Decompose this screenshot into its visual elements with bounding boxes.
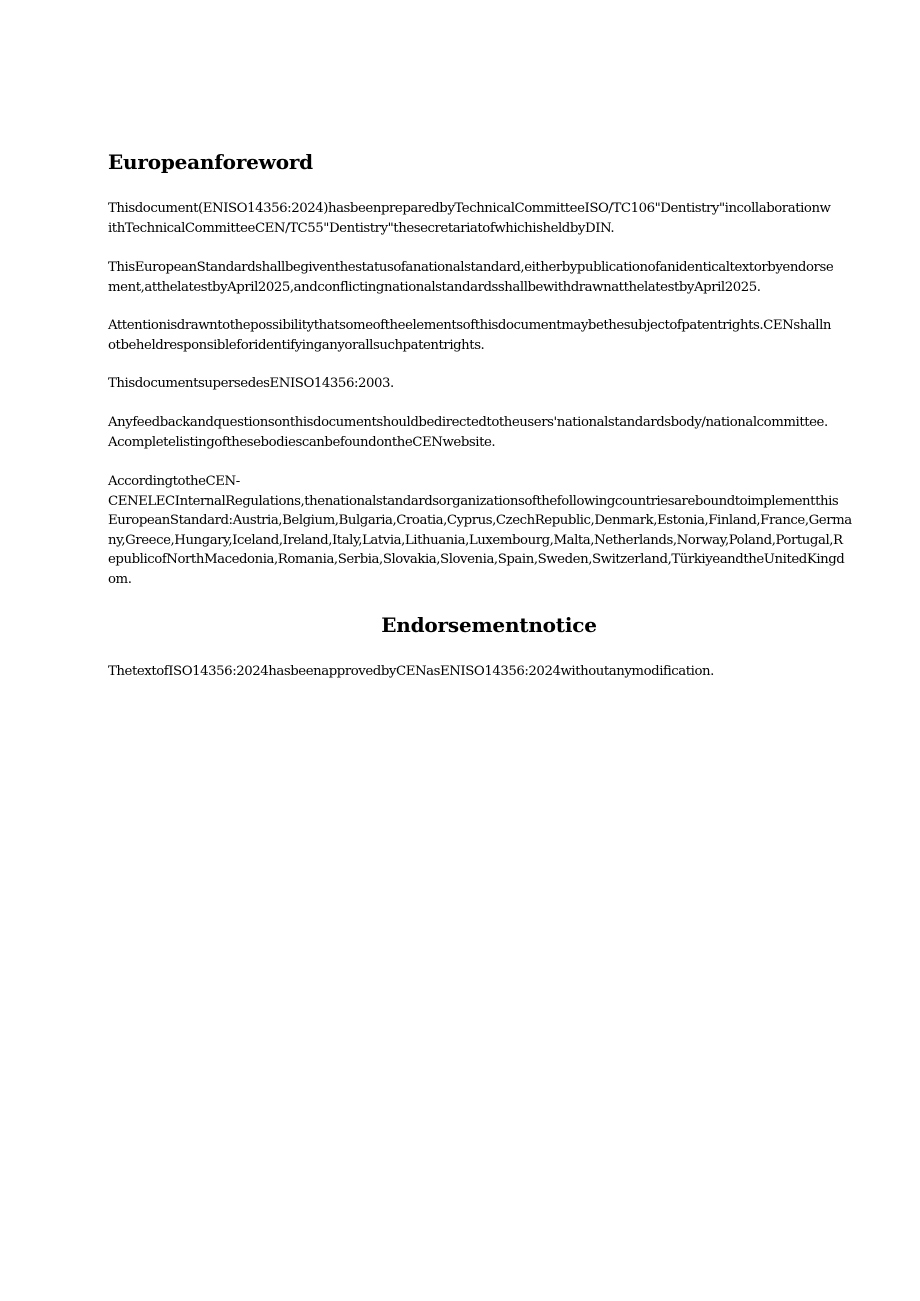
text-line: AcompletelistingofthesebodiescanbefoundontheCENwebsite.: [108, 434, 496, 450]
endorsement-paragraph: [108, 662, 870, 682]
text-line: epublicofNorthMacedonia,Romania,Serbia,Slovakia,Slovenia,Spain,Sweden,Switzerland,TürkiyeandtheUnitedKingd: [108, 552, 845, 568]
text-line: otbeheldresponsibleforidentifyinganyorallsuchpatentrights.: [108, 337, 485, 353]
text-line: ThisdocumentsupersedesENISO14356:2003.: [108, 376, 394, 391]
text-line: CENELECInternalRegulations,thenationalstandardsorganizationsofthefollowingcountriesareboundtoimplementthis: [108, 493, 839, 509]
text-line: om.: [108, 571, 132, 587]
text-line: ThetextofISO14356:2024hasbeenapprovedbyCENasENISO14356:2024withoutanymodification.: [108, 664, 714, 679]
endorsement-notice-heading: Endorsementnotice: [381, 613, 597, 637]
foreword-paragraph-patents: [108, 316, 870, 355]
text-line: EuropeanStandard:Austria,Belgium,Bulgaria,Croatia,Cyprus,CzechRepublic,Denmark,Estonia,Finland,France,Germa: [108, 513, 852, 529]
foreword-paragraph-feedback: [108, 413, 870, 452]
text-line: ny,Greece,Hungary,Iceland,Ireland,Italy,Latvia,Lithuania,Luxembourg,Malta,Netherlands,Norway,Poland,Portugal,R: [108, 532, 843, 548]
foreword-paragraph-status: [108, 258, 870, 297]
text-line: ithTechnicalCommitteeCEN/TC55"Dentistry"thesecretariatofwhichisheldbyDIN.: [108, 220, 615, 236]
text-line: Anyfeedbackandquestionsonthisdocumentshouldbedirectedtotheusers'nationalstandardsbody/nationalcommittee.: [108, 415, 828, 430]
text-line: Attentionisdrawntothepossibilitythatsomeoftheelementsofthisdocumentmaybethesubjectofpatentrights.CENshalln: [108, 318, 832, 333]
text-line: Thisdocument(ENISO14356:2024)hasbeenpreparedbyTechnicalCommitteeISO/TC106"Dentistry"incollaborationw: [108, 201, 831, 216]
european-foreword-heading: Europeanforeword: [108, 150, 313, 174]
foreword-paragraph-preparation: [108, 199, 870, 238]
text-line: ment,atthelatestbyApril2025,andconflictingnationalstandardsshallbewithdrawnatthelatestbyApril2025.: [108, 279, 761, 295]
foreword-paragraph-supersedes: [108, 374, 870, 394]
foreword-paragraph-countries: [108, 472, 870, 590]
text-line: AccordingtotheCEN-: [108, 474, 240, 489]
text-line: ThisEuropeanStandardshallbegiventhestatusofanationalstandard,eitherbypublicationofanidenticaltextorbyendorse: [108, 260, 834, 275]
